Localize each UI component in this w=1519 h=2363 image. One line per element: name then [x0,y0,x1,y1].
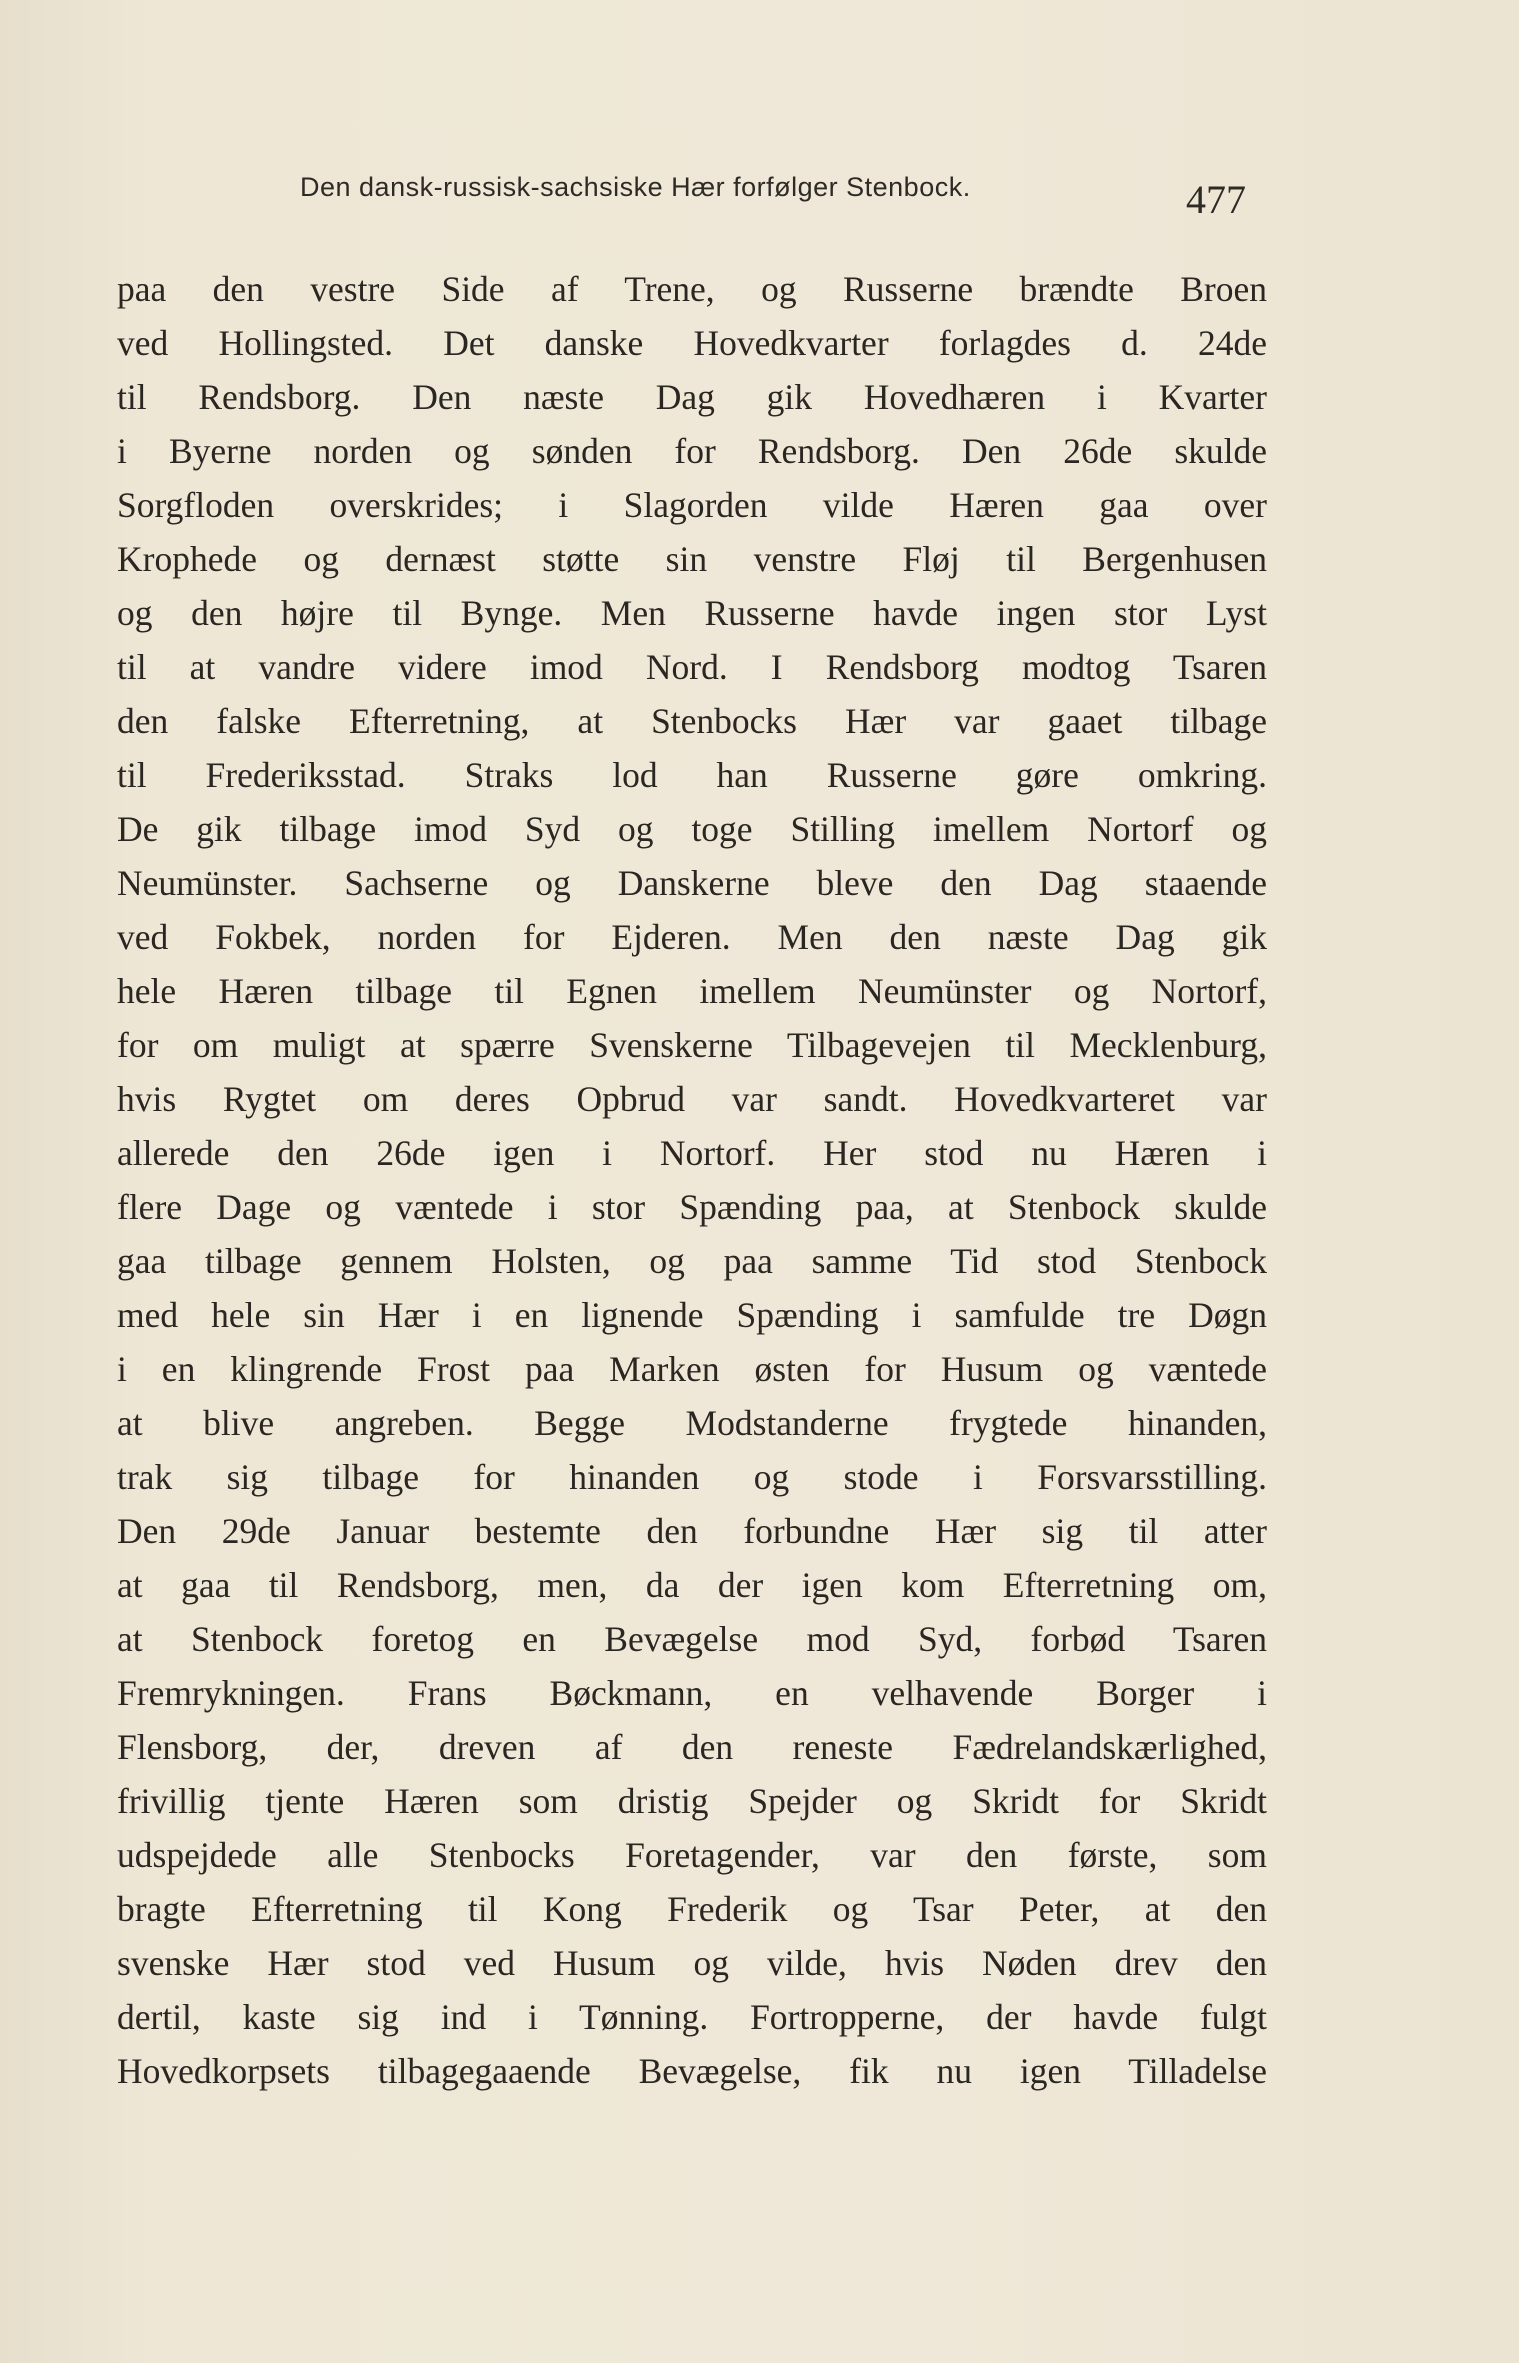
text-line: trak sig tilbage for hinanden og stode i Forsvarsstilling. [117,1457,1267,1497]
text-line: til Frederiksstad. Straks lod han Russerne gøre omkring. [117,755,1267,795]
text-line: flere Dage og væntede i stor Spænding paa, at Stenbock skulde [117,1187,1267,1227]
text-line: den falske Efterretning, at Stenbocks Hær var gaaet tilbage [117,701,1267,741]
text-line: allerede den 26de igen i Nortorf. Her stod nu Hæren i [117,1133,1267,1173]
text-line: at gaa til Rendsborg, men, da der igen kom Efterretning om, [117,1565,1267,1605]
text-line: hvis Rygtet om deres Opbrud var sandt. Hovedkvarteret var [117,1079,1267,1119]
text-line: Hovedkorpsets tilbagegaaende Bevægelse, fik nu igen Tilladelse [117,2051,1267,2091]
text-line: gaa tilbage gennem Holsten, og paa samme Tid stod Stenbock [117,1241,1267,1281]
text-line: udspejdede alle Stenbocks Foretagender, var den første, som [117,1835,1267,1875]
text-line: De gik tilbage imod Syd og toge Stilling imellem Nortorf og [117,809,1267,849]
text-line: i Byerne norden og sønden for Rendsborg. Den 26de skulde [117,431,1267,471]
text-line: Den 29de Januar bestemte den forbundne Hær sig til atter [117,1511,1267,1551]
text-line: for om muligt at spærre Svenskerne Tilbagevejen til Mecklenburg, [117,1025,1267,1065]
text-line: Krophede og dernæst støtte sin venstre Fløj til Bergenhusen [117,539,1267,579]
text-line: paa den vestre Side af Trene, og Russerne brændte Broen [117,269,1267,309]
text-line: og den højre til Bynge. Men Russerne havde ingen stor Lyst [117,593,1267,633]
running-head: Den dansk-russisk-sachsiske Hær forfølger Stenbock. [300,172,971,202]
text-line: Neumünster. Sachserne og Danskerne bleve den Dag staaende [117,863,1267,903]
text-line: til Rendsborg. Den næste Dag gik Hovedhæren i Kvarter [117,377,1267,417]
text-line: dertil, kaste sig ind i Tønning. Fortropperne, der havde fulgt [117,1997,1267,2037]
text-line: ved Hollingsted. Det danske Hovedkvarter forlagdes d. 24de [117,323,1267,363]
text-line: Fremrykningen. Frans Bøckmann, en velhavende Borger i [117,1673,1267,1713]
text-line: med hele sin Hær i en lignende Spænding i samfulde tre Døgn [117,1295,1267,1335]
text-line: frivillig tjente Hæren som dristig Spejder og Skridt for Skridt [117,1781,1267,1821]
body-text [117,262,1267,2098]
text-line: at Stenbock foretog en Bevægelse mod Syd, forbød Tsaren [117,1619,1267,1659]
text-line: hele Hæren tilbage til Egnen imellem Neumünster og Nortorf, [117,971,1267,1011]
page-number: 477 [1186,177,1246,222]
text-line: at blive angreben. Begge Modstanderne frygtede hinanden, [117,1403,1267,1443]
text-line: Flensborg, der, dreven af den reneste Fædrelandskærlighed, [117,1727,1267,1767]
text-line: ved Fokbek, norden for Ejderen. Men den næste Dag gik [117,917,1267,957]
text-line: i en klingrende Frost paa Marken østen for Husum og væntede [117,1349,1267,1389]
text-line: bragte Efterretning til Kong Frederik og Tsar Peter, at den [117,1889,1267,1929]
text-line: svenske Hær stod ved Husum og vilde, hvis Nøden drev den [117,1943,1267,1983]
text-line: til at vandre videre imod Nord. I Rendsborg modtog Tsaren [117,647,1267,687]
text-line: Sorgfloden overskrides; i Slagorden vilde Hæren gaa over [117,485,1267,525]
